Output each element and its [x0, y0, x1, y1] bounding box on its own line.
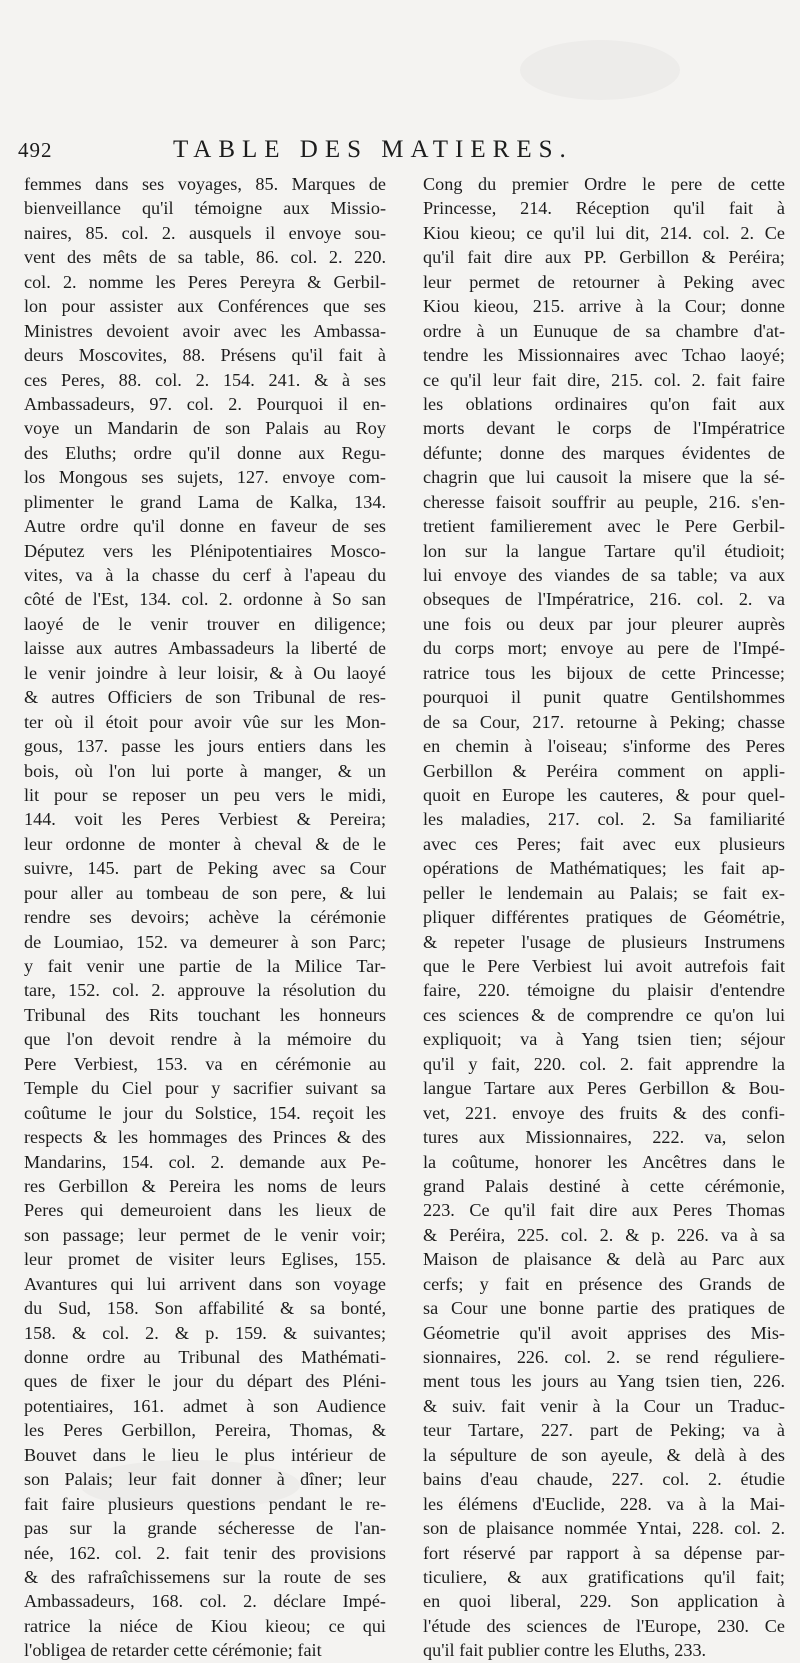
index-line: deurs Moscovites, 88. Présens qu'il fait à: [24, 345, 386, 366]
index-line: cerfs; y fait en présence des Grands de: [423, 1273, 785, 1294]
index-line: en quoi liberal, 229. Son application à: [423, 1591, 785, 1612]
index-line: l'étude des sciences de l'Europe, 230. Ce: [423, 1615, 785, 1636]
index-line: les oblations ordinaires qu'on fait aux: [423, 393, 785, 414]
index-line: faire, 220. témoigne du plaisir d'entendre: [423, 980, 785, 1001]
index-line: Temple du Ciel pour y sacrifier suivant sa: [24, 1078, 386, 1099]
index-line: lon sur la langue Tartare qu'il étudioit;: [423, 540, 785, 561]
index-line: qu'il fait publier contre les Eluths, 233.: [423, 1640, 707, 1661]
index-line: Kiou kieou, 215. arrive à la Cour; donne: [423, 296, 785, 317]
index-line: & suiv. fait venir à la Cour un Traduc-: [423, 1395, 785, 1416]
index-line: res Gerbillon & Pereira les noms de leurs: [24, 1175, 386, 1196]
index-line: chagrin que lui causoit la misere que la sé-: [423, 467, 785, 488]
index-line: qu'il fait dire aux PP. Gerbillon & Peréira;: [423, 247, 785, 268]
index-line: Pere Verbiest, 153. va en cérémonie au: [24, 1053, 386, 1074]
index-line: Cong du premier Ordre le pere de cette: [423, 174, 785, 194]
index-line: ratrice tous les bijoux de cette Princesse;: [423, 662, 785, 683]
index-line: des Eluths; ordre qu'il donne aux Regu-: [24, 442, 386, 463]
index-line: potentiaires, 161. admet à son Audience: [24, 1395, 386, 1416]
index-line: tare, 152. col. 2. approuve la résolution du: [24, 980, 386, 1001]
index-line: peller le lendemain au Palais; se fait ex-: [423, 882, 785, 903]
index-line: naires, 85. col. 2. ausquels il envoye sou-: [24, 222, 386, 243]
index-line: en chemin à l'oiseau; s'informe des Peres: [423, 736, 785, 757]
index-line: son de plaisance nommée Yntai, 228. col. 2.: [423, 1518, 785, 1539]
index-line: Peres qui demeuroient dans les lieux de: [24, 1200, 386, 1221]
index-line: Ambassadeurs, 168. col. 2. déclare Impé-: [24, 1591, 386, 1612]
index-line: voye un Mandarin de son Palais au Roy: [24, 418, 386, 439]
index-line: bois, où l'on lui porte à manger, & un: [24, 760, 386, 781]
index-line: morts devant le corps de l'Impératrice: [423, 418, 785, 439]
index-line: Mandarins, 154. col. 2. demande aux Pe-: [24, 1151, 386, 1172]
index-line: vites, va à la chasse du cerf à l'apeau du: [24, 565, 386, 585]
index-line: ter où il étoit pour avoir vûe sur les Mon-: [24, 711, 386, 732]
index-line: quoit en Europe les cauteres, & pour quel-: [423, 784, 785, 805]
page-number: 492: [18, 138, 53, 162]
index-line: y fait venir une partie de la Milice Tar-: [24, 956, 386, 976]
index-line: pourquoi il punit quatre Gentilshommes: [423, 687, 785, 708]
index-line: les maladies, 217. col. 2. Sa familiarité: [423, 809, 785, 830]
index-line: que l'on devoit rendre à la mémoire du: [24, 1029, 386, 1050]
index-line: sa Cour une bonne partie des pratiques de: [423, 1298, 785, 1319]
index-line: opérations de Mathématiques; les fait ap-: [423, 858, 785, 879]
index-line: & repeter l'usage de plusieurs Instrumens: [423, 931, 785, 952]
index-line: 158. & col. 2. & p. 159. & suivantes;: [24, 1322, 386, 1343]
index-line: Ambassadeurs, 97. col. 2. Pourquoi il en-: [24, 393, 386, 414]
paper-stain: [520, 40, 680, 100]
index-line: son Palais; leur fait donner à dîner; leur: [24, 1469, 386, 1490]
index-line: ment tous les jours au Yang tsien tien, 226.: [423, 1371, 785, 1392]
index-line: la sépulture de son ayeule, & delà à des: [423, 1444, 785, 1465]
index-line: los Mongous ses sujets, 127. envoye com-: [24, 467, 386, 488]
index-line: femmes dans ses voyages, 85. Marques de: [24, 174, 386, 194]
index-line: & des rafraîchissemens sur la route de ses: [24, 1566, 386, 1587]
index-column-right: [423, 172, 785, 1663]
index-line: Kiou kieou; ce qu'il lui dit, 214. col. 2. Ce: [423, 222, 785, 243]
index-line: née, 162. col. 2. fait tenir des provisions: [24, 1542, 386, 1563]
index-line: Princesse, 214. Réception qu'il fait à: [423, 198, 785, 219]
index-line: coûtume le jour du Solstice, 154. reçoit les: [24, 1102, 386, 1123]
index-line: Députez vers les Plénipotentiaires Mosco-: [24, 540, 386, 561]
index-line: pliquer différentes pratiques de Géométrie,: [423, 907, 785, 928]
index-line: la coûtume, honorer les Ancêtres dans le: [423, 1151, 785, 1172]
index-line: ces sciences & de comprendre ce qu'on lui: [423, 1004, 785, 1025]
index-line: tretient familierement avec le Pere Gerbil-: [423, 516, 785, 537]
index-line: le venir joindre à leur loisir, & à Ou laoyé: [24, 662, 386, 683]
index-line: tures aux Missionnaires, 222. va, selon: [423, 1127, 785, 1148]
index-line: leur permet de retourner à Peking avec: [423, 271, 785, 292]
index-line: qu'il y fait, 220. col. 2. fait apprendre la: [423, 1053, 785, 1074]
index-line: défunte; donne des marques évidentes de: [423, 442, 785, 463]
index-line: ce qu'il leur fait dire, 215. col. 2. fait faire: [423, 369, 785, 390]
index-line: Gerbillon & Peréira comment on appli-: [423, 760, 785, 781]
index-column-left: [24, 172, 386, 1663]
index-line: ces Peres, 88. col. 2. 154. 241. & à ses: [24, 369, 386, 390]
index-line: donne ordre au Tribunal des Mathémati-: [24, 1347, 386, 1367]
index-line: obseques de l'Impératrice, 216. col. 2. va: [423, 589, 785, 610]
index-line: du corps mort; envoye au pere de l'Impé-: [423, 638, 785, 659]
index-line: 223. Ce qu'il fait dire aux Peres Thomas: [423, 1200, 785, 1221]
index-line: pour aller au tombeau de son pere, & lui: [24, 882, 386, 903]
index-line: & autres Officiers de son Tribunal de res-: [24, 687, 386, 708]
index-line: Ministres devoient avoir avec les Ambassa-: [24, 320, 386, 341]
index-line: ordre à un Eunuque de sa chambre d'at-: [423, 320, 785, 341]
index-line: Avantures qui lui arrivent dans son voyage: [24, 1273, 386, 1294]
index-line: leur ordonne de monter à cheval & de le: [24, 833, 386, 854]
index-line: & Peréira, 225. col. 2. & p. 226. va à sa: [423, 1224, 785, 1245]
index-line: son passage; leur permet de le venir voir;: [24, 1224, 386, 1245]
index-line: vet, 221. envoye des fruits & des confi-: [423, 1102, 785, 1123]
index-line: lit pour se reposer un peu vers le midi,: [24, 784, 386, 805]
index-line: grand Palais destiné à cette cérémonie,: [423, 1175, 785, 1196]
index-line: de sa Cour, 217. retourne à Peking; chasse: [423, 711, 785, 732]
index-line: gous, 137. passe les jours entiers dans les: [24, 736, 386, 757]
index-line: Autre ordre qu'il donne en faveur de ses: [24, 516, 386, 537]
index-line: rendre ses devoirs; achève la cérémonie: [24, 907, 386, 928]
index-line: ratrice la niéce de Kiou kieou; ce qui: [24, 1615, 386, 1636]
index-line: laoyé de le venir trouver en diligence;: [24, 613, 386, 634]
index-line: ques de fixer le jour du départ des Pléni-: [24, 1371, 386, 1392]
index-line: expliquoit; va à Yang tsien tien; séjour: [423, 1029, 785, 1050]
page-header: [18, 138, 790, 168]
index-line: Bouvet dans le lieu le plus intérieur de: [24, 1444, 386, 1465]
index-line: langue Tartare aux Peres Gerbillon & Bou-: [423, 1078, 785, 1099]
index-line: l'obligea de retarder cette cérémonie; fait: [24, 1640, 322, 1661]
index-line: tendre les Missionnaires avec Tchao laoyé;: [423, 345, 785, 366]
index-line: ticuliere, & aux gratifications qu'il fait;: [423, 1566, 785, 1587]
index-line: col. 2. nomme les Peres Pereyra & Gerbil-: [24, 271, 386, 292]
index-line: sionnaires, 226. col. 2. se rend réguliere-: [423, 1347, 785, 1367]
index-line: Tribunal des Rits touchant les honneurs: [24, 1004, 386, 1025]
index-line: lui envoye des viandes de sa table; va aux: [423, 565, 785, 585]
index-line: vent des mêts de sa table, 86. col. 2. 220.: [24, 247, 386, 268]
index-line: avec ces Peres; fait avec eux plusieurs: [423, 833, 785, 854]
index-line: les élémens d'Euclide, 228. va à la Mai-: [423, 1493, 785, 1514]
index-line: cheresse faisoit souffrir au peuple, 216. s'en-: [423, 491, 785, 512]
index-line: côté de l'Est, 134. col. 2. ordonne à So san: [24, 589, 386, 610]
index-line: bains d'eau chaude, 227. col. 2. étudie: [423, 1469, 785, 1490]
running-title: TABLE DES MATIERES.: [173, 136, 573, 163]
index-line: Maison de plaisance & delà au Parc aux: [423, 1249, 785, 1270]
index-line: pas sur la grande sécheresse de l'an-: [24, 1518, 386, 1539]
index-line: les Peres Gerbillon, Pereira, Thomas, &: [24, 1420, 386, 1441]
index-line: de Loumiao, 152. va demeurer à son Parc;: [24, 931, 386, 952]
index-line: que le Pere Verbiest lui avoit autrefois fait: [423, 956, 785, 976]
index-line: laisse aux autres Ambassadeurs la liberté de: [24, 638, 386, 659]
index-line: une fois ou deux par jour pleurer auprès: [423, 613, 785, 634]
index-line: lon pour assister aux Conférences que ses: [24, 296, 386, 317]
index-line: plimenter le grand Lama de Kalka, 134.: [24, 491, 386, 512]
index-line: fait faire plusieurs questions pendant le re-: [24, 1493, 386, 1514]
index-line: respects & les hommages des Princes & des: [24, 1127, 386, 1148]
index-line: 144. voit les Peres Verbiest & Pereira;: [24, 809, 386, 830]
index-line: suivre, 145. part de Peking avec sa Cour: [24, 858, 386, 879]
index-line: Géometrie qu'il avoit apprises des Mis-: [423, 1322, 785, 1343]
index-line: du Sud, 158. Son affabilité & sa bonté,: [24, 1298, 386, 1319]
index-line: fort réservé par rapport à sa dépense par-: [423, 1542, 785, 1563]
index-line: leur promet de visiter leurs Eglises, 155.: [24, 1249, 386, 1270]
index-line: bienveillance qu'il témoigne aux Missio-: [24, 198, 386, 219]
index-line: teur Tartare, 227. part de Peking; va à: [423, 1420, 785, 1441]
